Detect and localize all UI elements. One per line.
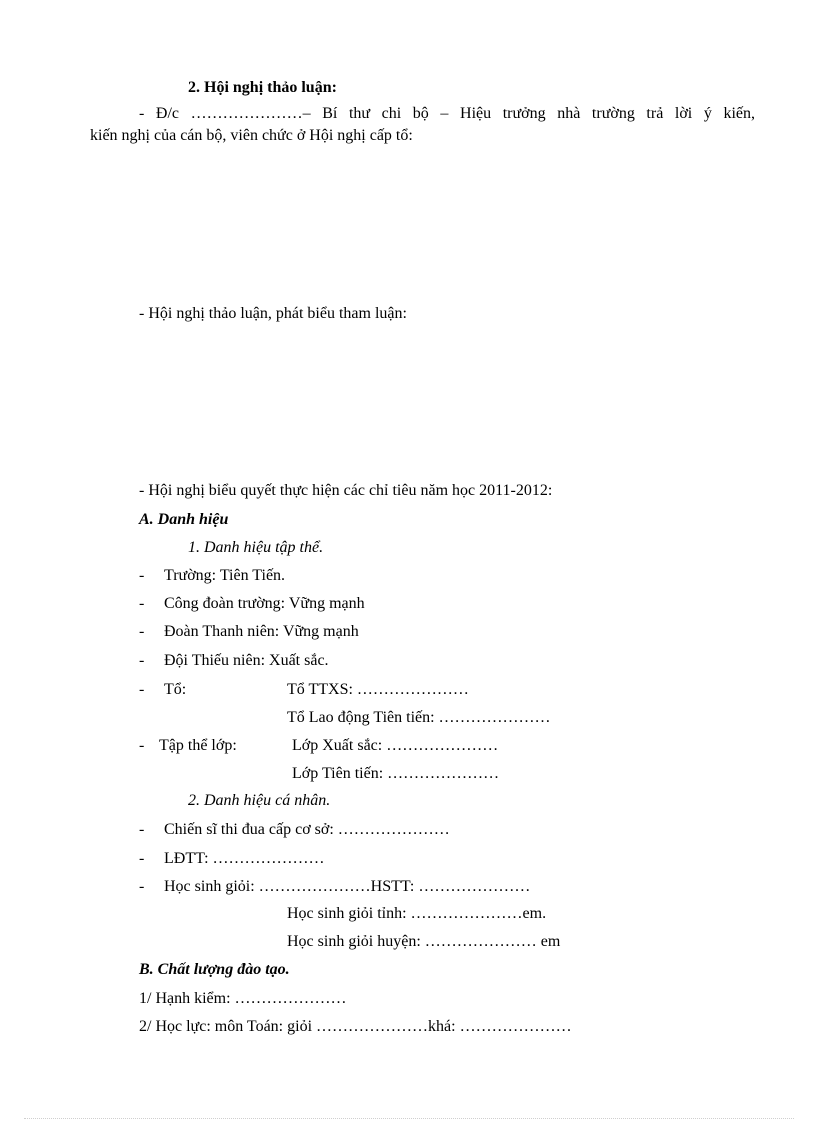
answer-line <box>90 265 729 267</box>
ldtt: LĐTT: ………………… <box>164 850 325 867</box>
subsection-1-heading: 1. Danh hiệu tập thể. <box>188 539 324 556</box>
list-item: Đoàn Thanh niên: Vững mạnh <box>164 623 359 640</box>
lop-label: Tập thể lớp: <box>159 737 237 754</box>
vote-line: - Hội nghị biểu quyết thực hiện các chỉ tiêu năm học 2011-2012: <box>139 482 553 499</box>
list-item: Đội Thiếu niên: Xuất sắc. <box>164 652 329 669</box>
list-item-dash: - <box>139 821 145 838</box>
intro-line-1: - Đ/c …………………– Bí thư chi bộ – Hiệu trưởng nhà trường trả lời ý kiến, <box>139 105 755 122</box>
answer-line <box>90 187 729 189</box>
answer-line <box>90 365 729 367</box>
answer-line <box>90 239 729 241</box>
answer-line <box>90 416 729 418</box>
hoc-sinh-gioi: Học sinh giỏi: …………………HSTT: ………………… <box>164 878 531 895</box>
answer-line <box>90 442 729 444</box>
answer-line <box>139 339 729 341</box>
to-ttxs: Tổ TTXS: ………………… <box>287 681 469 698</box>
list-item-dash: - <box>139 850 145 867</box>
list-item-dash: - <box>139 681 145 698</box>
page-bottom-rule <box>24 1118 794 1119</box>
list-item-dash: - <box>139 595 145 612</box>
hoc-luc-line: 2/ Học lực: môn Toán: giỏi …………………khá: ………………… <box>139 1018 572 1035</box>
list-item-dash: - <box>139 878 145 895</box>
answer-line <box>139 161 729 163</box>
discussion-line: - Hội nghị thảo luận, phát biểu tham luận: <box>139 305 407 322</box>
hoc-sinh-gioi-tinh: Học sinh giỏi tỉnh: …………………em. <box>287 905 547 922</box>
subsection-2-heading: 2. Danh hiệu cá nhân. <box>188 792 331 809</box>
section-2-heading: 2. Hội nghị thảo luận: <box>188 79 337 96</box>
answer-line <box>90 468 729 470</box>
answer-line <box>90 391 729 393</box>
list-item-dash: - <box>139 652 145 669</box>
list-item-dash: - <box>139 737 145 754</box>
list-item-dash: - <box>139 567 145 584</box>
section-a-heading: A. Danh hiệu <box>139 511 229 528</box>
lop-xuat-sac: Lớp Xuất sắc: ………………… <box>292 737 499 754</box>
chien-si-thi-dua: Chiến sĩ thi đua cấp cơ sở: ………………… <box>164 821 450 838</box>
list-item-dash: - <box>139 623 145 640</box>
answer-line <box>90 213 729 215</box>
hanh-kiem-line: 1/ Hạnh kiểm: ………………… <box>139 990 347 1007</box>
answer-line <box>90 291 729 293</box>
to-label: Tổ: <box>164 681 187 698</box>
to-lao-dong: Tổ Lao động Tiên tiến: ………………… <box>287 709 551 726</box>
intro-line-2: kiến nghị của cán bộ, viên chức ở Hội nghị cấp tổ: <box>90 127 413 144</box>
lop-tien-tien: Lớp Tiên tiến: ………………… <box>292 765 500 782</box>
list-item: Trường: Tiên Tiến. <box>164 567 286 584</box>
hoc-sinh-gioi-huyen: Học sinh giỏi huyện: ………………… em <box>287 933 561 950</box>
list-item: Công đoàn trường: Vững mạnh <box>164 595 365 612</box>
section-b-heading: B. Chất lượng đào tạo. <box>139 961 290 978</box>
